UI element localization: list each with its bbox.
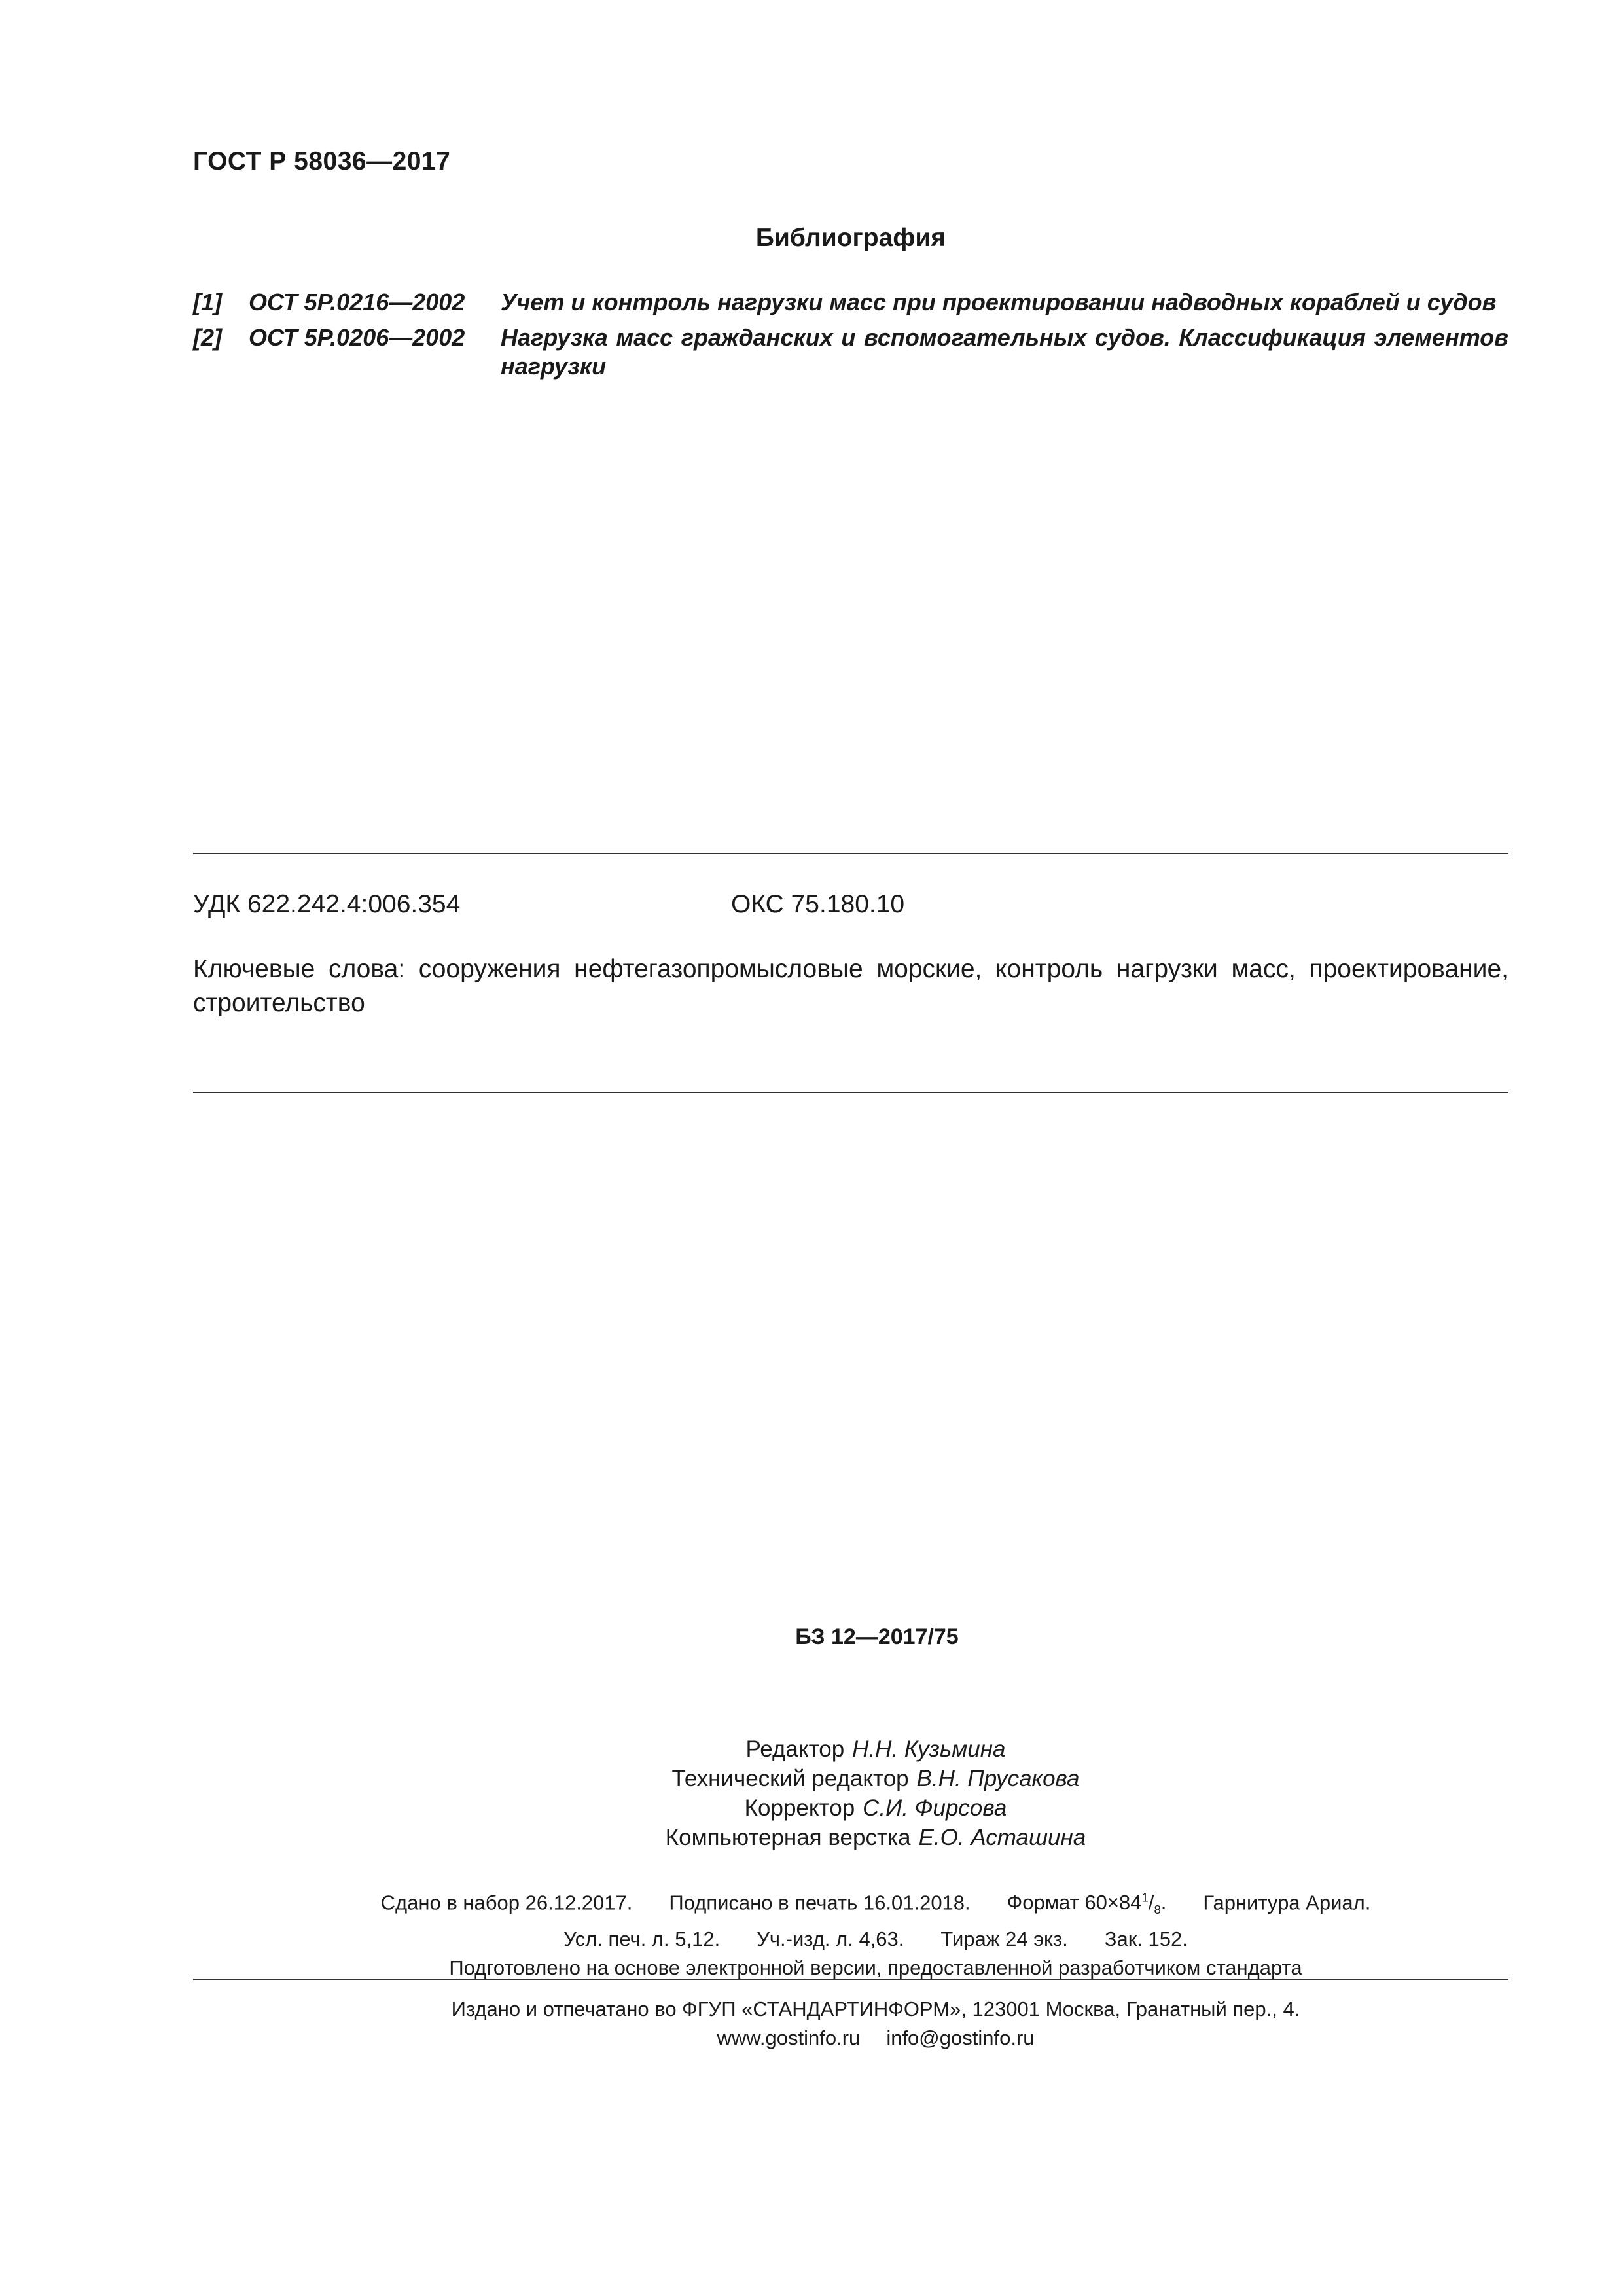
publisher-email-link[interactable]: info@gostinfo.ru — [886, 2026, 1035, 2049]
imprint-typeface: Гарнитура Ариал. — [1203, 1891, 1371, 1914]
imprint-print-sheets: Усл. печ. л. 5,12. — [563, 1927, 721, 1950]
staff-line — [0, 1823, 1623, 1852]
publisher-contacts — [0, 2024, 1623, 2053]
staff-line — [0, 1793, 1623, 1823]
imprint-divider — [193, 1979, 1508, 1980]
publisher-line: Издано и отпечатано во ФГУП «СТАНДАРТИНФОРМ», 123001 Москва, Гранатный пер., 4. — [451, 1998, 1300, 2020]
top-divider — [193, 853, 1508, 854]
imprint-pub-sheets: Уч.-изд. л. 4,63. — [757, 1927, 904, 1950]
bibliography-item-number: [2] — [193, 324, 222, 351]
staff-name: С.И. Фирсова — [863, 1795, 1007, 1821]
staff-role: Технический редактор — [671, 1766, 909, 1791]
imprint-line-1 — [0, 1884, 1623, 1925]
staff-line — [0, 1764, 1623, 1793]
staff-credits — [0, 1734, 1623, 1852]
bibliography-item-code: ОСТ 5Р.0216—2002 — [249, 289, 465, 315]
bibliography-item-text: Учет и контроль нагрузки масс при проектировании надводных кораблей и судов — [501, 289, 1497, 315]
publisher-info — [0, 1995, 1623, 2053]
imprint-typeset: Сдано в набор 26.12.2017. — [380, 1891, 633, 1914]
staff-role: Редактор — [745, 1736, 845, 1762]
bibliography-title: Библиография — [755, 224, 946, 252]
oks-code: ОКС 75.180.10 — [731, 890, 905, 918]
staff-name: Н.Н. Кузьмина — [852, 1736, 1006, 1762]
imprint — [0, 1884, 1623, 1982]
imprint-signed: Подписано в печать 16.01.2018. — [669, 1891, 971, 1914]
page-header-standard-code: ГОСТ Р 58036—2017 — [193, 147, 451, 175]
bibliography-list — [193, 288, 1508, 387]
publisher-website-link[interactable]: www.gostinfo.ru — [717, 2026, 861, 2049]
bottom-divider — [193, 1092, 1508, 1093]
staff-name: Е.О. Асташина — [918, 1825, 1086, 1850]
bz-number: БЗ 12—2017/75 — [795, 1624, 959, 1649]
bibliography-item — [193, 288, 1508, 317]
imprint-line-2 — [0, 1925, 1623, 1954]
udk-code: УДК 622.242.4:006.354 — [193, 890, 461, 918]
staff-line — [0, 1734, 1623, 1764]
bibliography-item-text: Нагрузка масс гражданских и вспомогательных судов. Классификация элементов нагрузки — [501, 324, 1508, 380]
bibliography-item — [193, 323, 1508, 381]
staff-name: В.Н. Прусакова — [916, 1766, 1080, 1791]
imprint-format: Формат $60\times 84^1/_8$. — [1007, 1891, 1167, 1917]
staff-role: Компьютерная верстка — [665, 1825, 911, 1850]
imprint-prepared: Подготовлено на основе электронной версии, предоставленной разработчиком стандарта — [449, 1956, 1302, 1979]
imprint-order: Зак. 152. — [1104, 1927, 1188, 1950]
staff-role: Корректор — [744, 1795, 855, 1821]
keywords: Ключевые слова: сооружения нефтегазопромысловые морские, контроль нагрузки масс, проектирование, строительство — [193, 955, 1508, 1017]
bibliography-item-code: ОСТ 5Р.0206—2002 — [249, 324, 465, 351]
imprint-circulation: Тираж 24 экз. — [940, 1927, 1068, 1950]
bibliography-item-number: [1] — [193, 289, 222, 315]
